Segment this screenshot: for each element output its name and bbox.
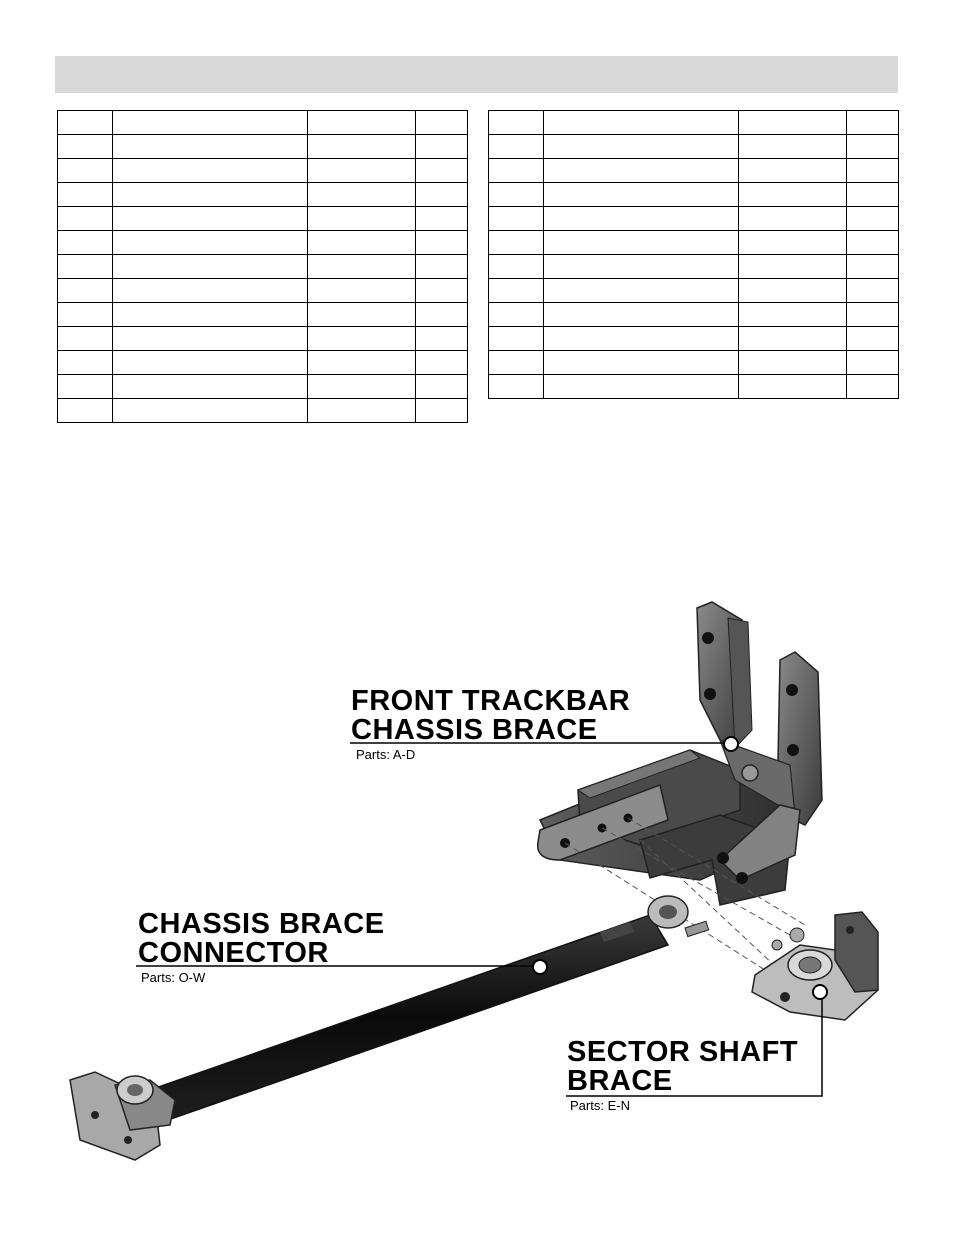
table-row [489,351,899,375]
sector-shaft-title-line2: BRACE [567,1065,673,1097]
table-row [58,327,468,351]
table-row [58,135,468,159]
table-row [489,111,899,135]
table-row [489,135,899,159]
table-row [58,399,468,423]
table-row [489,375,899,399]
sector-shaft-brace [752,912,878,1020]
sector-shaft-parts: Parts: E-N [570,1098,630,1113]
assembly-diagram [0,560,954,1235]
table-row [58,303,468,327]
connector-parts: Parts: O-W [141,970,206,985]
table-row [489,159,899,183]
table-row [58,183,468,207]
trackbar-brace-title-line2: CHASSIS BRACE [351,714,598,746]
table-row [58,231,468,255]
assembly-illustration [0,560,954,1235]
table-row [489,231,899,255]
parts-table-right [488,110,899,399]
connector-title-line1: CHASSIS BRACE [138,908,385,940]
table-row [58,207,468,231]
trackbar-brace-title-line1: FRONT TRACKBAR [351,685,631,717]
table-row [489,183,899,207]
table-row [58,111,468,135]
table-row [489,327,899,351]
section-header-bar [55,56,898,93]
trackbar-brace-parts: Parts: A-D [356,747,416,762]
table-row [58,351,468,375]
parts-table-left [57,110,468,423]
table-row [58,279,468,303]
table-row [489,207,899,231]
table-row [489,255,899,279]
table-row [489,279,899,303]
table-row [58,255,468,279]
connector-title-line2: CONNECTOR [138,937,329,969]
table-row [58,159,468,183]
table-row [489,303,899,327]
table-row [58,375,468,399]
sector-shaft-title-line1: SECTOR SHAFT [567,1036,799,1068]
trackbar-chassis-brace [538,602,822,905]
